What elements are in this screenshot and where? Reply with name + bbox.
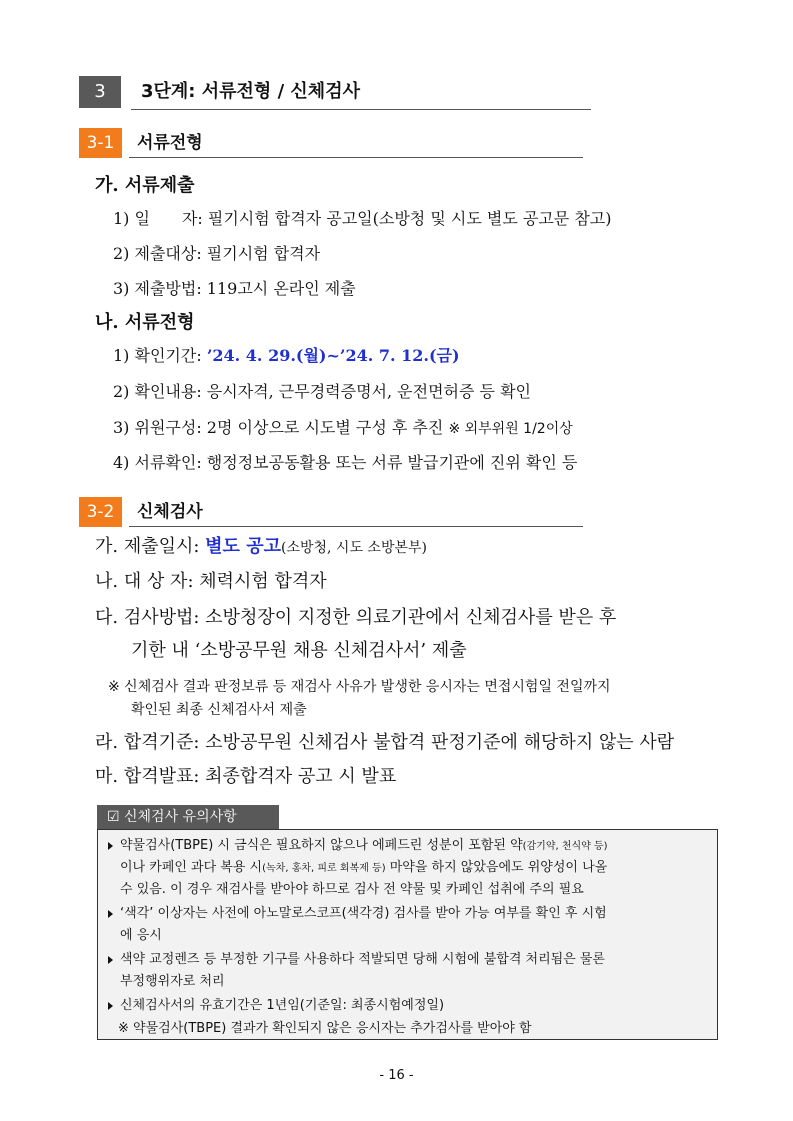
document-verification: 4) 서류확인: 행정정보공동활용 또는 서류 발급기관에 진위 확인 등 bbox=[113, 453, 578, 472]
caution-note: ※ 약물검사(TBPE) 결과가 확인되지 않은 응시자는 추가검사를 받아야 함 bbox=[118, 1021, 532, 1036]
physical-target: 나. 대 상 자: 체력시험 합격자 bbox=[95, 571, 327, 592]
caution-item-2-line2: 에 응시 bbox=[120, 928, 162, 943]
recheck-note-line1: ※ 신체검사 결과 판정보류 등 재검사 사유가 발생한 응시자는 면접시험일 전일까지 bbox=[108, 679, 611, 695]
caution-item-2-line1: ‘색각’ 이상자는 사전에 아노말로스코프(색각경) 검사를 받아 가능 여부를 확인 후 시험 bbox=[120, 906, 607, 921]
submission-method: 3) 제출방법: 119고시 온라인 제출 bbox=[113, 279, 356, 298]
physical-date-value: 별도 공고 bbox=[205, 536, 281, 557]
bullet-triangle-icon bbox=[108, 910, 113, 918]
subsection-number: 3-2 bbox=[79, 497, 122, 527]
physical-date-note: (소방청, 시도 소방본부) bbox=[281, 540, 427, 556]
caution-small-text: (감기약, 천식약 등) bbox=[522, 841, 608, 852]
caution-text: 약물검사(TBPE) 시 금식은 필요하지 않으나 에페드린 성분이 포함된 약 bbox=[120, 838, 523, 853]
caution-text: 마약을 하지 않았음에도 위양성이 나올 bbox=[385, 860, 608, 875]
review-period bbox=[113, 344, 460, 368]
bullet-triangle-icon bbox=[108, 956, 113, 964]
physical-method-line1: 다. 검사방법: 소방청장이 지정한 의료기관에서 신체검사를 받은 후 bbox=[95, 607, 617, 628]
committee-composition bbox=[113, 416, 573, 441]
physical-submission-date bbox=[95, 533, 427, 562]
heading-document-submission: 가. 서류제출 bbox=[95, 175, 195, 196]
physical-date-label: 가. 제출일시: bbox=[95, 536, 206, 557]
submission-date: 1) 일 자: 필기시험 합격자 공고일(소방청 및 시도 별도 공고문 참고) bbox=[113, 209, 612, 228]
caution-small-text: (녹차, 홍차, 피로 회복제 등) bbox=[262, 863, 386, 874]
caution-box bbox=[97, 829, 718, 1040]
caution-item-1-line3: 수 있음. 이 경우 재검사를 받아야 하므로 검사 전 약물 및 카페인 섭취에 주의 필요 bbox=[120, 882, 584, 897]
caution-item-3-line1: 색약 교정렌즈 등 부정한 기구를 사용하다 적발되면 당해 시험에 불합격 처리됨은 물론 bbox=[120, 952, 605, 967]
subsection-title: 신체검사 bbox=[137, 502, 203, 522]
caution-item-1-line2 bbox=[120, 858, 607, 879]
section-title: 3단계: 서류전형 / 신체검사 bbox=[141, 81, 360, 102]
subsection-divider bbox=[129, 157, 583, 158]
recheck-note-line2: 확인된 최종 신체검사서 제출 bbox=[131, 702, 307, 718]
section-number: 3 bbox=[79, 76, 121, 108]
result-announcement: 마. 합격발표: 최종합격자 공고 시 발표 bbox=[95, 766, 397, 787]
committee-note: ※ 외부위원 1/2이상 bbox=[448, 421, 573, 437]
review-period-label: 1) 확인기간: bbox=[113, 346, 207, 365]
subsection-number: 3-1 bbox=[79, 128, 122, 158]
caution-text: 이나 카페인 과다 복용 시 bbox=[120, 860, 263, 875]
caution-box-title: ☑ 신체검사 유의사항 bbox=[97, 805, 279, 829]
subsection-divider bbox=[129, 526, 583, 527]
bullet-triangle-icon bbox=[108, 1002, 113, 1010]
section-divider bbox=[131, 109, 591, 110]
review-content: 2) 확인내용: 응시자격, 근무경력증명서, 운전면허증 등 확인 bbox=[113, 382, 531, 401]
subsection-title: 서류전형 bbox=[137, 133, 203, 153]
caution-item-4: 신체검사서의 유효기간은 1년임(기준일: 최종시험예정일) bbox=[120, 998, 445, 1013]
page-number: - 16 - bbox=[379, 1068, 414, 1083]
section-header bbox=[79, 76, 591, 110]
submission-target: 2) 제출대상: 필기시험 합격자 bbox=[113, 244, 321, 263]
caution-item-1-line1 bbox=[120, 836, 608, 857]
caution-item-3-line2: 부정행위자로 처리 bbox=[120, 974, 225, 989]
subsection-header-physical bbox=[79, 497, 583, 527]
bullet-triangle-icon bbox=[108, 842, 113, 850]
subsection-header-documents bbox=[79, 128, 583, 158]
committee-text: 3) 위원구성: 2명 이상으로 시도별 구성 후 추진 bbox=[113, 418, 449, 437]
review-period-value: ’24. 4. 29.(월)~’24. 7. 12.(금) bbox=[206, 346, 460, 365]
heading-document-screening: 나. 서류전형 bbox=[95, 312, 195, 333]
physical-method-line2: 기한 내 ‘소방공무원 채용 신체검사서’ 제출 bbox=[131, 640, 467, 661]
pass-criteria: 라. 합격기준: 소방공무원 신체검사 불합격 판정기준에 해당하지 않는 사람 bbox=[95, 732, 675, 753]
